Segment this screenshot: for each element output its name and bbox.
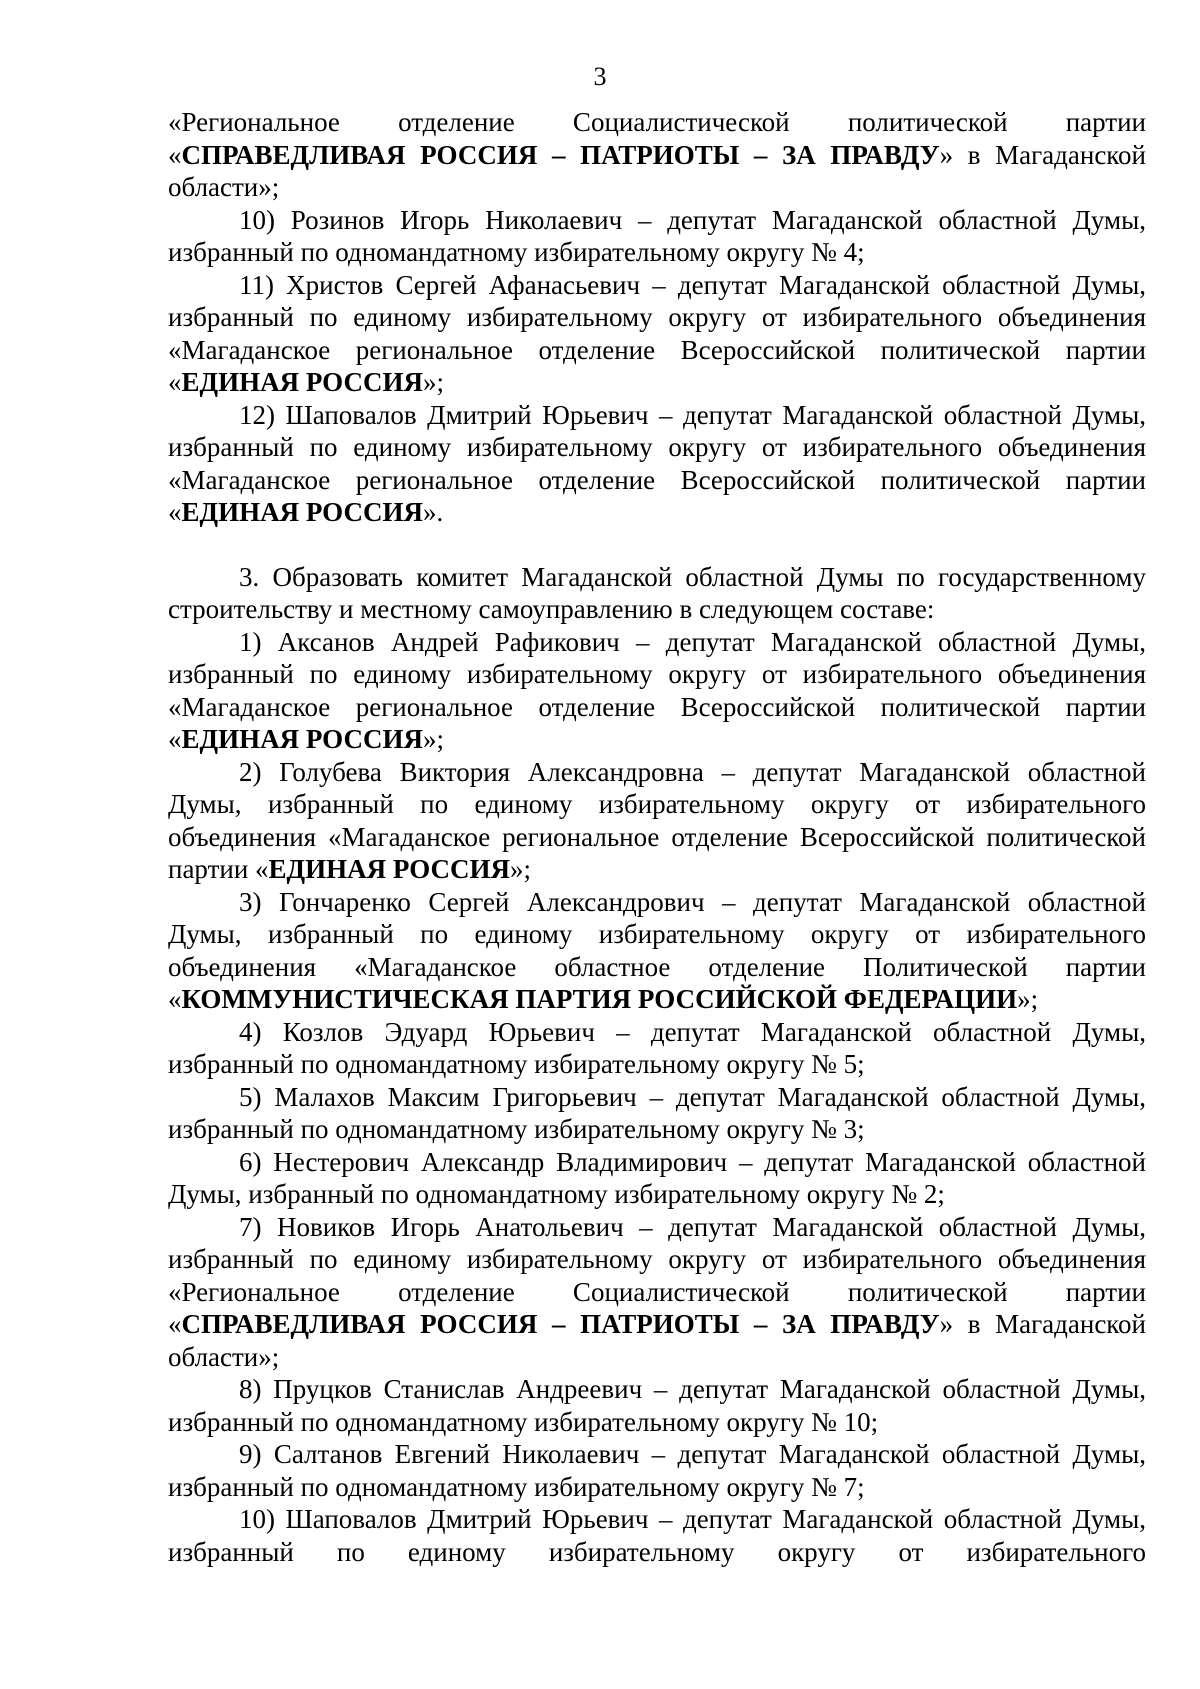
list-item: 9) Салтанов Евгений Николаевич – депутат Магаданской областной Думы, избранный по одномандатному избирательному округу № 7;	[168, 1439, 1146, 1502]
party-name: ЕДИНАЯ РОССИЯ	[268, 854, 511, 884]
list-item-text-end: »;	[423, 367, 445, 397]
document-body	[168, 106, 1146, 1568]
party-name: ЕДИНАЯ РОССИЯ	[181, 367, 423, 397]
continuation-text-end: » в Магаданской области»;	[168, 139, 1147, 202]
list-item-text: 7) Новиков Игорь Анатольевич – депутат Магаданской областной Думы, избранный по единому избирательному округу от избирательного объединения «Региональное отделение Социалистической политической партии «	[168, 1211, 1146, 1339]
party-name: ЕДИНАЯ РОССИЯ	[181, 497, 423, 527]
list-item-text-end: » в Магаданской области»;	[168, 1309, 1147, 1372]
list-item: 4) Козлов Эдуард Юрьевич – депутат Магаданской областной Думы, избранный по одномандатному избирательному округу № 5;	[168, 1016, 1146, 1079]
continuation-text: «Региональное отделение Социалистической политической партии «	[168, 107, 1146, 170]
list-item-text: 11) Христов Сергей Афанасьевич – депутат Магаданской областной Думы, избранный по единому избирательному округу от избирательного объединения «Магаданское региональное отделение Всероссийской политической партии «	[168, 269, 1146, 397]
list-item: 10) Шаповалов Дмитрий Юрьевич – депутат Магаданской областной Думы, избранный по единому избирательному округу от избирательного	[168, 1504, 1146, 1567]
list-item	[168, 626, 1146, 756]
page-number: 3	[593, 62, 607, 91]
list-item-text-end: »;	[1017, 984, 1039, 1014]
paragraph-gap	[168, 529, 1146, 561]
list-item: 10) Розинов Игорь Николаевич – депутат Магаданской областной Думы, избранный по одномандатному избирательному округу № 4;	[168, 204, 1146, 267]
party-name: КОММУНИСТИЧЕСКАЯ ПАРТИЯ РОССИЙСКОЙ ФЕДЕРАЦИИ	[181, 984, 1018, 1014]
list-item-text-end: »;	[423, 724, 445, 754]
list-item	[168, 756, 1146, 886]
continuation-paragraph	[168, 106, 1146, 204]
list-item-text: 12) Шаповалов Дмитрий Юрьевич – депутат Магаданской областной Думы, избранный по единому избирательному округу от избирательного объединения «Магаданское региональное отделение Всероссийской политической партии «	[168, 399, 1146, 527]
list-item	[168, 886, 1146, 1016]
list-item	[168, 399, 1146, 529]
party-name: СПРАВЕДЛИВАЯ РОССИЯ – ПАТРИОТЫ – ЗА ПРАВДУ	[181, 139, 940, 170]
section-heading: 3. Образовать комитет Магаданской областной Думы по государственному строительству и местному самоуправлению в следующем составе:	[168, 561, 1146, 624]
list-item-text: 1) Аксанов Андрей Рафикович – депутат Магаданской областной Думы, избранный по единому избирательному округу от избирательного объединения «Магаданское региональное отделение Всероссийской политической партии «	[168, 626, 1146, 754]
list-item-text: 2) Голубева Виктория Александровна – депутат Магаданской областной Думы, избранный по единому избирательному округу от избирательного объединения «Магаданское региональное отделение Всероссийской политической партии «	[168, 756, 1146, 884]
party-name: ЕДИНАЯ РОССИЯ	[181, 724, 423, 754]
list-item-text-end: ».	[423, 497, 444, 527]
list-item: 5) Малахов Максим Григорьевич – депутат Магаданской областной Думы, избранный по одномандатному избирательному округу № 3;	[168, 1081, 1146, 1144]
party-name: СПРАВЕДЛИВАЯ РОССИЯ – ПАТРИОТЫ – ЗА ПРАВДУ	[181, 1309, 940, 1339]
list-item-text-end: »;	[510, 854, 532, 884]
list-item: 8) Пруцков Станислав Андреевич – депутат Магаданской областной Думы, избранный по одномандатному избирательному округу № 10;	[168, 1374, 1146, 1437]
list-item-text: 3) Гончаренко Сергей Александрович – депутат Магаданской областной Думы, избранный по единому избирательному округу от избирательного объединения «Магаданское областное отделение Политической партии «	[168, 886, 1146, 1014]
list-item	[168, 269, 1146, 399]
list-item: 6) Нестерович Александр Владимирович – депутат Магаданской областной Думы, избранный по одномандатному избирательному округу № 2;	[168, 1146, 1146, 1209]
list-item	[168, 1211, 1146, 1374]
